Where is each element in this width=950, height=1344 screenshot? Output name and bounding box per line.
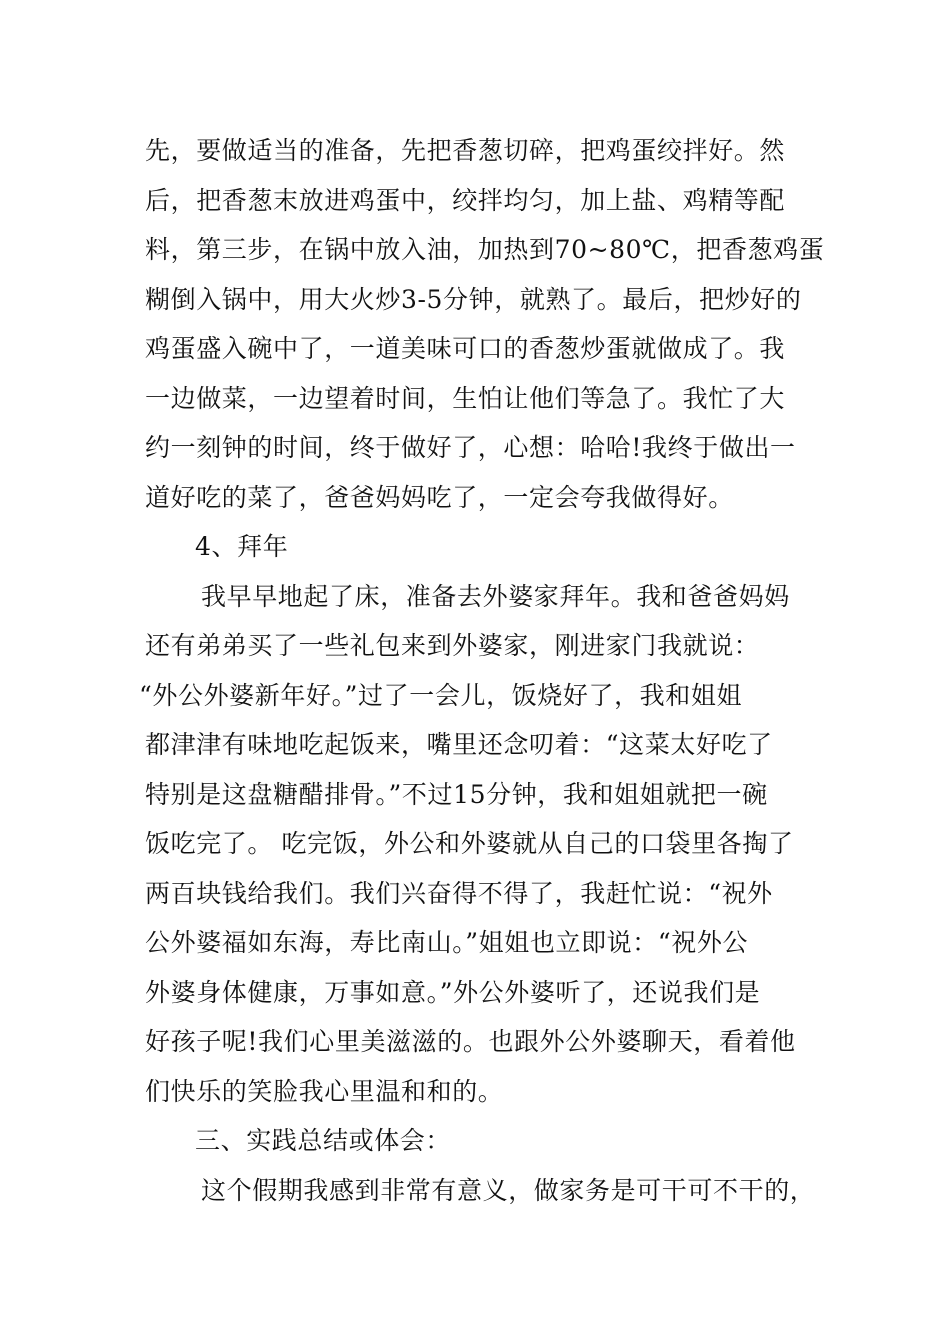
text-line: “外公外婆新年好。”过了一会儿，饭烧好了，我和姐姐: [139, 680, 743, 710]
section-heading: 4、拜年: [195, 532, 289, 561]
text-line: 外婆身体健康，万事如意。”外公外婆听了，还说我们是: [145, 977, 761, 1007]
text-line: 料，第三步，在锅中放入油，加热到70~80℃，把香葱鸡蛋: [145, 235, 825, 264]
text-line: 两百块钱给我们。我们兴奋得不得了，我赶忙说：“祝外: [145, 878, 773, 908]
text-line: 糊倒入锅中，用大火炒3-5分钟，就熟了。最后，把炒好的: [145, 284, 802, 314]
text-line: 约一刻钟的时间，终于做好了，心想：哈哈!我终于做出一: [145, 433, 796, 462]
text-line: 先，要做适当的准备，先把香葱切碎，把鸡蛋绞拌好。然: [145, 136, 786, 165]
paragraph-first-line: 我早早地起了床，准备去外婆家拜年。我和爸爸妈妈: [201, 581, 790, 611]
text-line: 一边做菜，一边望着时间，生怕让他们等急了。我忙了大: [145, 383, 786, 413]
text-line: 好孩子呢!我们心里美滋滋的。也跟外公外婆聊天，看着他: [145, 1027, 796, 1056]
text-line: 鸡蛋盛入碗中了，一道美味可口的香葱炒蛋就做成了。我: [145, 334, 786, 363]
text-line: 还有弟弟买了一些礼包来到外婆家，刚进家门我就说：: [145, 631, 760, 660]
paragraph-first-line: 这个假期我感到非常有意义，做家务是可干可不干的，: [201, 1175, 816, 1205]
text-line: 公外婆福如东海，寿比南山。”姐姐也立即说：“祝外公: [145, 928, 749, 957]
section-heading: 三、实践总结或体会：: [195, 1126, 452, 1155]
text-line: 特别是这盘糖醋排骨。”不过15分钟，我和姐姐就把一碗: [145, 779, 768, 809]
text-line: 饭吃完了。 吃完饭，外公和外婆就从自己的口袋里各掏了: [145, 829, 794, 858]
text-line: 们快乐的笑脸我心里温和和的。: [145, 1076, 504, 1106]
text-line: 后，把香葱末放进鸡蛋中，绞拌均匀，加上盐、鸡精等配: [145, 185, 786, 215]
document-body: [139, 126, 825, 1215]
text-line: 道好吃的菜了，爸爸妈妈吃了，一定会夸我做得好。: [145, 482, 734, 512]
text-line: 都津津有味地吃起饭来，嘴里还念叨着：“这菜太好吃了: [145, 730, 773, 759]
